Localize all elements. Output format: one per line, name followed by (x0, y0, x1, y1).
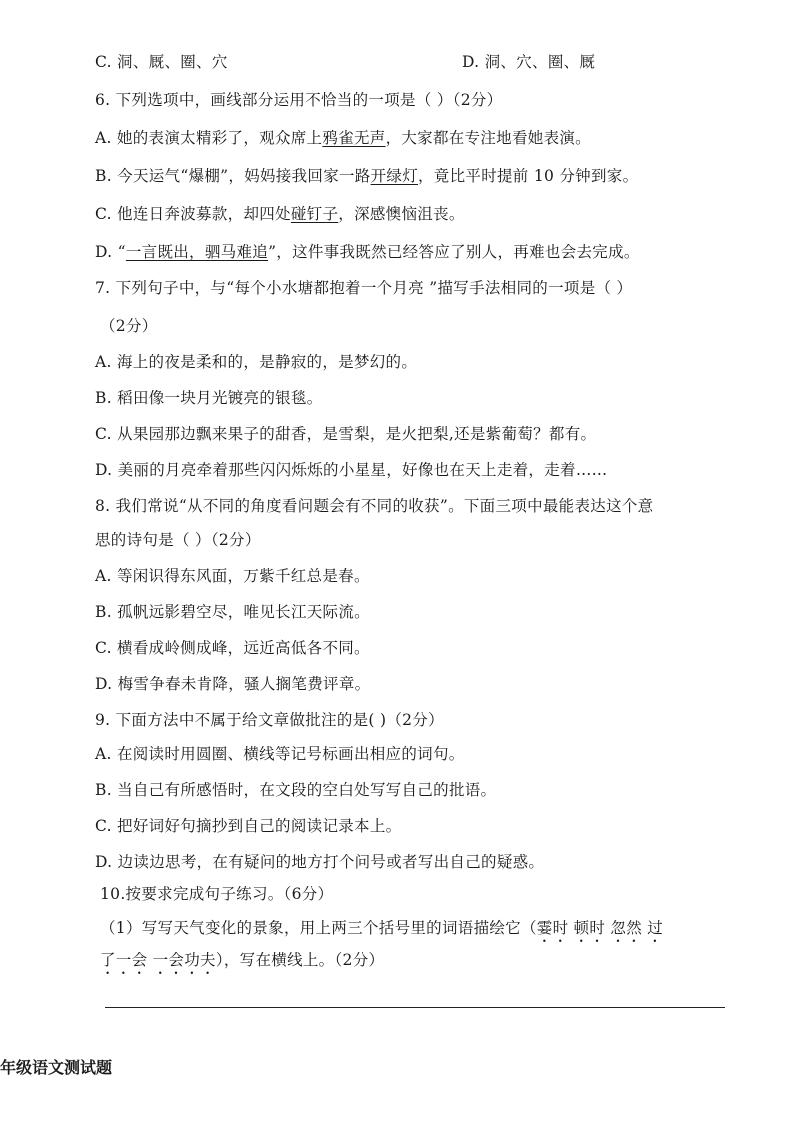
q6-c-pre: C. 他连日奔波募款，却四处 (95, 205, 291, 223)
q7-score: （2分） (100, 317, 158, 335)
q6-d-pre: D. “ (95, 243, 126, 261)
q6-c-underlined: 碰钉子 (290, 205, 339, 223)
q10-p1-pre: （1）写写天气变化的景象，用上两三个括号里的词语描绘它（ (100, 919, 537, 937)
q10-p1-post: ），写在横线上。（2分） (215, 951, 385, 969)
q7-option-d: D. 美丽的月亮牵着那些闪闪烁烁的小星星，好像也在天上走着，走着…… (95, 461, 608, 479)
q6-option-a (95, 126, 591, 148)
q7-option-a: A. 海上的夜是柔和的，是静寂的，是梦幻的。 (95, 353, 418, 371)
q9-option-a: A. 在阅读时用圆圈、横线等记号标画出相应的词句。 (95, 745, 465, 763)
q6-b-pre: B. 今天运气“爆棚”，妈妈接我回家一路 (95, 167, 371, 185)
q6-a-post: ，大家都在专注地看她表演。 (385, 129, 591, 147)
q10-part1-line1 (100, 916, 663, 946)
q6-d-underlined: 一言既出，驷马难追 (125, 243, 269, 261)
q6-b-post: ，竟比平时提前 10 分钟到家。 (418, 167, 639, 185)
q9-stem: 9. 下面方法中不属于给文章做批注的是( )（2分） (95, 711, 444, 729)
q9-option-b: B. 当自己有所感悟时，在文段的空白处写写自己的批语。 (95, 781, 497, 799)
q8-option-c: C. 横看成岭侧成峰，远近高低各不同。 (95, 639, 370, 657)
q7-option-b: B. 稻田像一块月光镀亮的银毯。 (95, 389, 323, 407)
q10-p1-words: 霎时 顿时 忽然 过 (536, 919, 664, 937)
q5-option-c: C. 洞、厩、圈、穴 (95, 53, 228, 71)
q6-b-underlined: 开绿灯 (370, 167, 418, 185)
q6-option-d (95, 240, 640, 262)
q9-option-d: D. 边读边思考，在有疑问的地方打个问号或者写出自己的疑惑。 (95, 853, 545, 871)
q6-d-post: ”，这件事我既然已经答应了别人，再难也会去完成。 (268, 243, 640, 261)
q8-option-d: D. 梅雪争春未肯降，骚人搁笔费评章。 (95, 675, 371, 693)
q6-a-underlined: 鸦雀无声 (322, 129, 386, 147)
q8-option-a: A. 等闲识得东风面，万紫千红总是春。 (95, 567, 370, 585)
q6-c-post: ，深感懊恼沮丧。 (338, 205, 465, 223)
q6-a-pre: A. 她的表演太精彩了，观众席上 (95, 129, 323, 147)
q10-p1-words2: 了一会 一会功夫 (100, 951, 216, 969)
q7-stem: 7. 下列句子中，与“每个小水塘都抱着一个月亮 ”描写手法相同的一项是（ ） (95, 279, 633, 297)
page-footer: 年级语文测试题 (0, 1058, 113, 1077)
q10-part1-line2 (100, 948, 384, 978)
q8-stem-line2: 思的诗句是（ ）（2分） (95, 531, 261, 549)
q5-option-d: D. 洞、穴、圈、厩 (462, 53, 596, 71)
q6-option-b (95, 164, 638, 186)
q10-stem: 10.按要求完成句子练习。（6分） (100, 885, 334, 903)
q6-option-c (95, 202, 465, 224)
answer-blank-line[interactable] (105, 1007, 725, 1008)
q8-stem-line1: 8. 我们常说“从不同的角度看问题会有不同的收获”。下面三项中最能表达这个意 (95, 497, 654, 515)
q9-option-c: C. 把好词好句摘抄到自己的阅读记录本上。 (95, 817, 402, 835)
q7-option-c: C. 从果园那边飘来果子的甜香，是雪梨，是火把梨,还是紫葡萄？都有。 (95, 425, 597, 443)
q8-option-b: B. 孤帆远影碧空尽，唯见长江天际流。 (95, 603, 370, 621)
q6-stem: 6. 下列选项中，画线部分运用不恰当的一项是（ ）（2分） (95, 91, 503, 109)
